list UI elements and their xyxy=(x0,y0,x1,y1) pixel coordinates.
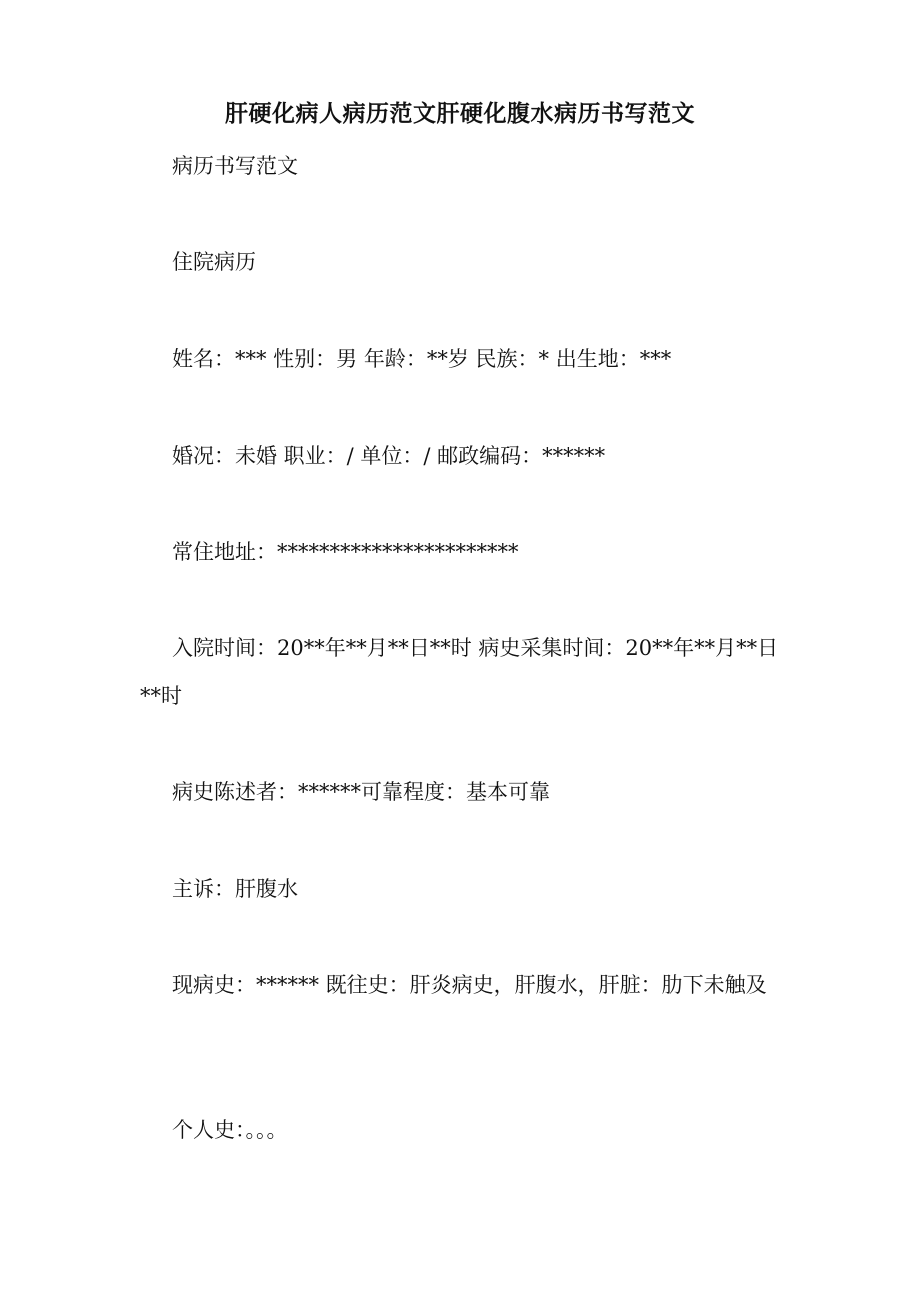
paragraph-present-illness: 现病史：****** 既往史：肝炎病史，肝腹水，肝脏：肋下未触及 xyxy=(172,973,767,997)
document-title: 肝硬化病人病历范文肝硬化腹水病历书写范文 xyxy=(225,100,695,127)
paragraph-history-narrator: 病史陈述者：******可靠程度：基本可靠 xyxy=(172,780,550,804)
paragraph-marital-occupation: 婚况：未婚 职业：/ 单位：/ 邮政编码：****** xyxy=(172,444,606,468)
paragraph-subtitle: 病历书写范文 xyxy=(172,154,298,178)
paragraph-personal-history: 个人史：。。。 xyxy=(172,1118,288,1142)
paragraph-patient-basic-info: 姓名：*** 性别：男 年龄：**岁 民族：* 出生地：*** xyxy=(172,347,672,371)
paragraph-admission-time: 入院时间：20**年**月**日**时 病史采集时间：20**年**月**日**时 xyxy=(140,636,779,708)
paragraph-section-heading: 住院病历 xyxy=(172,250,256,274)
paragraph-chief-complaint: 主诉：肝腹水 xyxy=(172,877,298,901)
paragraph-address: 常住地址：*********************** xyxy=(172,540,519,564)
